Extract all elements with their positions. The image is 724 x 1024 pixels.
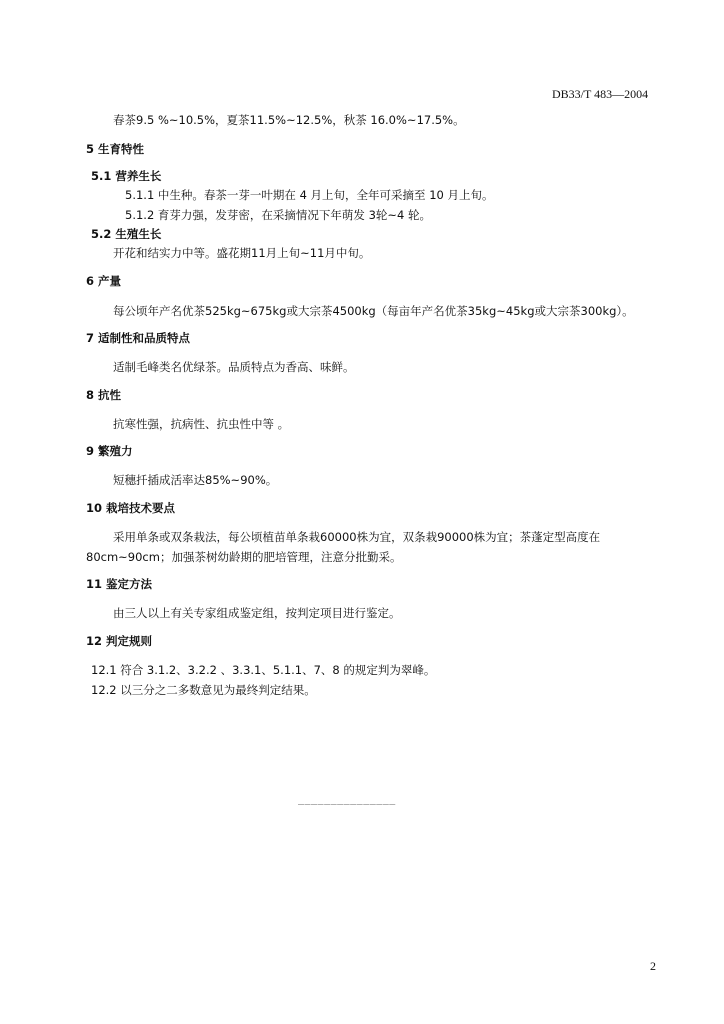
section-7-text: 适制毛峰类名优绿茶。品质特点为香高、味鲜。 (113, 360, 355, 374)
section-7-heading: 7 适制性和品质特点 (86, 331, 191, 345)
section-6-text: 每公顷年产名优茶525kg~675kg或大宗茶4500kg（每亩年产名优茶35kg~45kg或大宗茶300kg）。 (113, 304, 634, 318)
body-line-moisture: 春茶9.5 %~10.5%，夏茶11.5%~12.5%，秋茶 16.0%~17.5%。 (113, 113, 465, 127)
section-5-heading: 5 生育特性 (86, 142, 145, 156)
end-of-document-mark: _______________ (298, 794, 396, 805)
section-9-text: 短穗扦插成活率达85%~90%。 (113, 473, 278, 487)
clause-5-1-2: 5.1.2 育芽力强，发芽密，在采摘情况下年萌发 3轮~4 轮。 (125, 208, 431, 222)
clause-12-1: 12.1 符合 3.1.2、3.2.2 、3.3.1、5.1.1、7、8 的规定判为翠峰。 (91, 663, 436, 677)
section-8-heading: 8 抗性 (86, 388, 122, 402)
section-8-text: 抗寒性强，抗病性、抗虫性中等 。 (113, 417, 290, 431)
clause-12-2: 12.2 以三分之二多数意见为最终判定结果。 (91, 683, 316, 697)
section-10-text-line1: 采用单条或双条栽法，每公顷植苗单条栽60000株为宜，双条栽90000株为宜；茶蓬定型高度在 (113, 530, 601, 544)
section-12-heading: 12 判定规则 (86, 634, 153, 648)
section-5-2-heading: 5.2 生殖生长 (91, 227, 162, 241)
section-11-text: 由三人以上有关专家组成鉴定组，按判定项目进行鉴定。 (113, 606, 401, 620)
section-10-text-line2: 80cm~90cm；加强茶树幼龄期的肥培管理，注意分批勤采。 (86, 550, 402, 564)
section-5-1-heading: 5.1 营养生长 (91, 169, 162, 183)
page-number: 2 (650, 959, 656, 973)
document-id-header: DB33/T 483—2004 (552, 87, 649, 101)
section-6-heading: 6 产量 (86, 274, 122, 288)
section-10-heading: 10 栽培技术要点 (86, 501, 176, 515)
clause-5-2-text: 开花和结实力中等。盛花期11月上旬~11月中旬。 (113, 246, 371, 260)
clause-5-1-1: 5.1.1 中生种。春茶一芽一叶期在 4 月上旬，全年可采摘至 10 月上旬。 (125, 188, 494, 202)
section-11-heading: 11 鉴定方法 (86, 577, 153, 591)
section-9-heading: 9 繁殖力 (86, 444, 133, 458)
